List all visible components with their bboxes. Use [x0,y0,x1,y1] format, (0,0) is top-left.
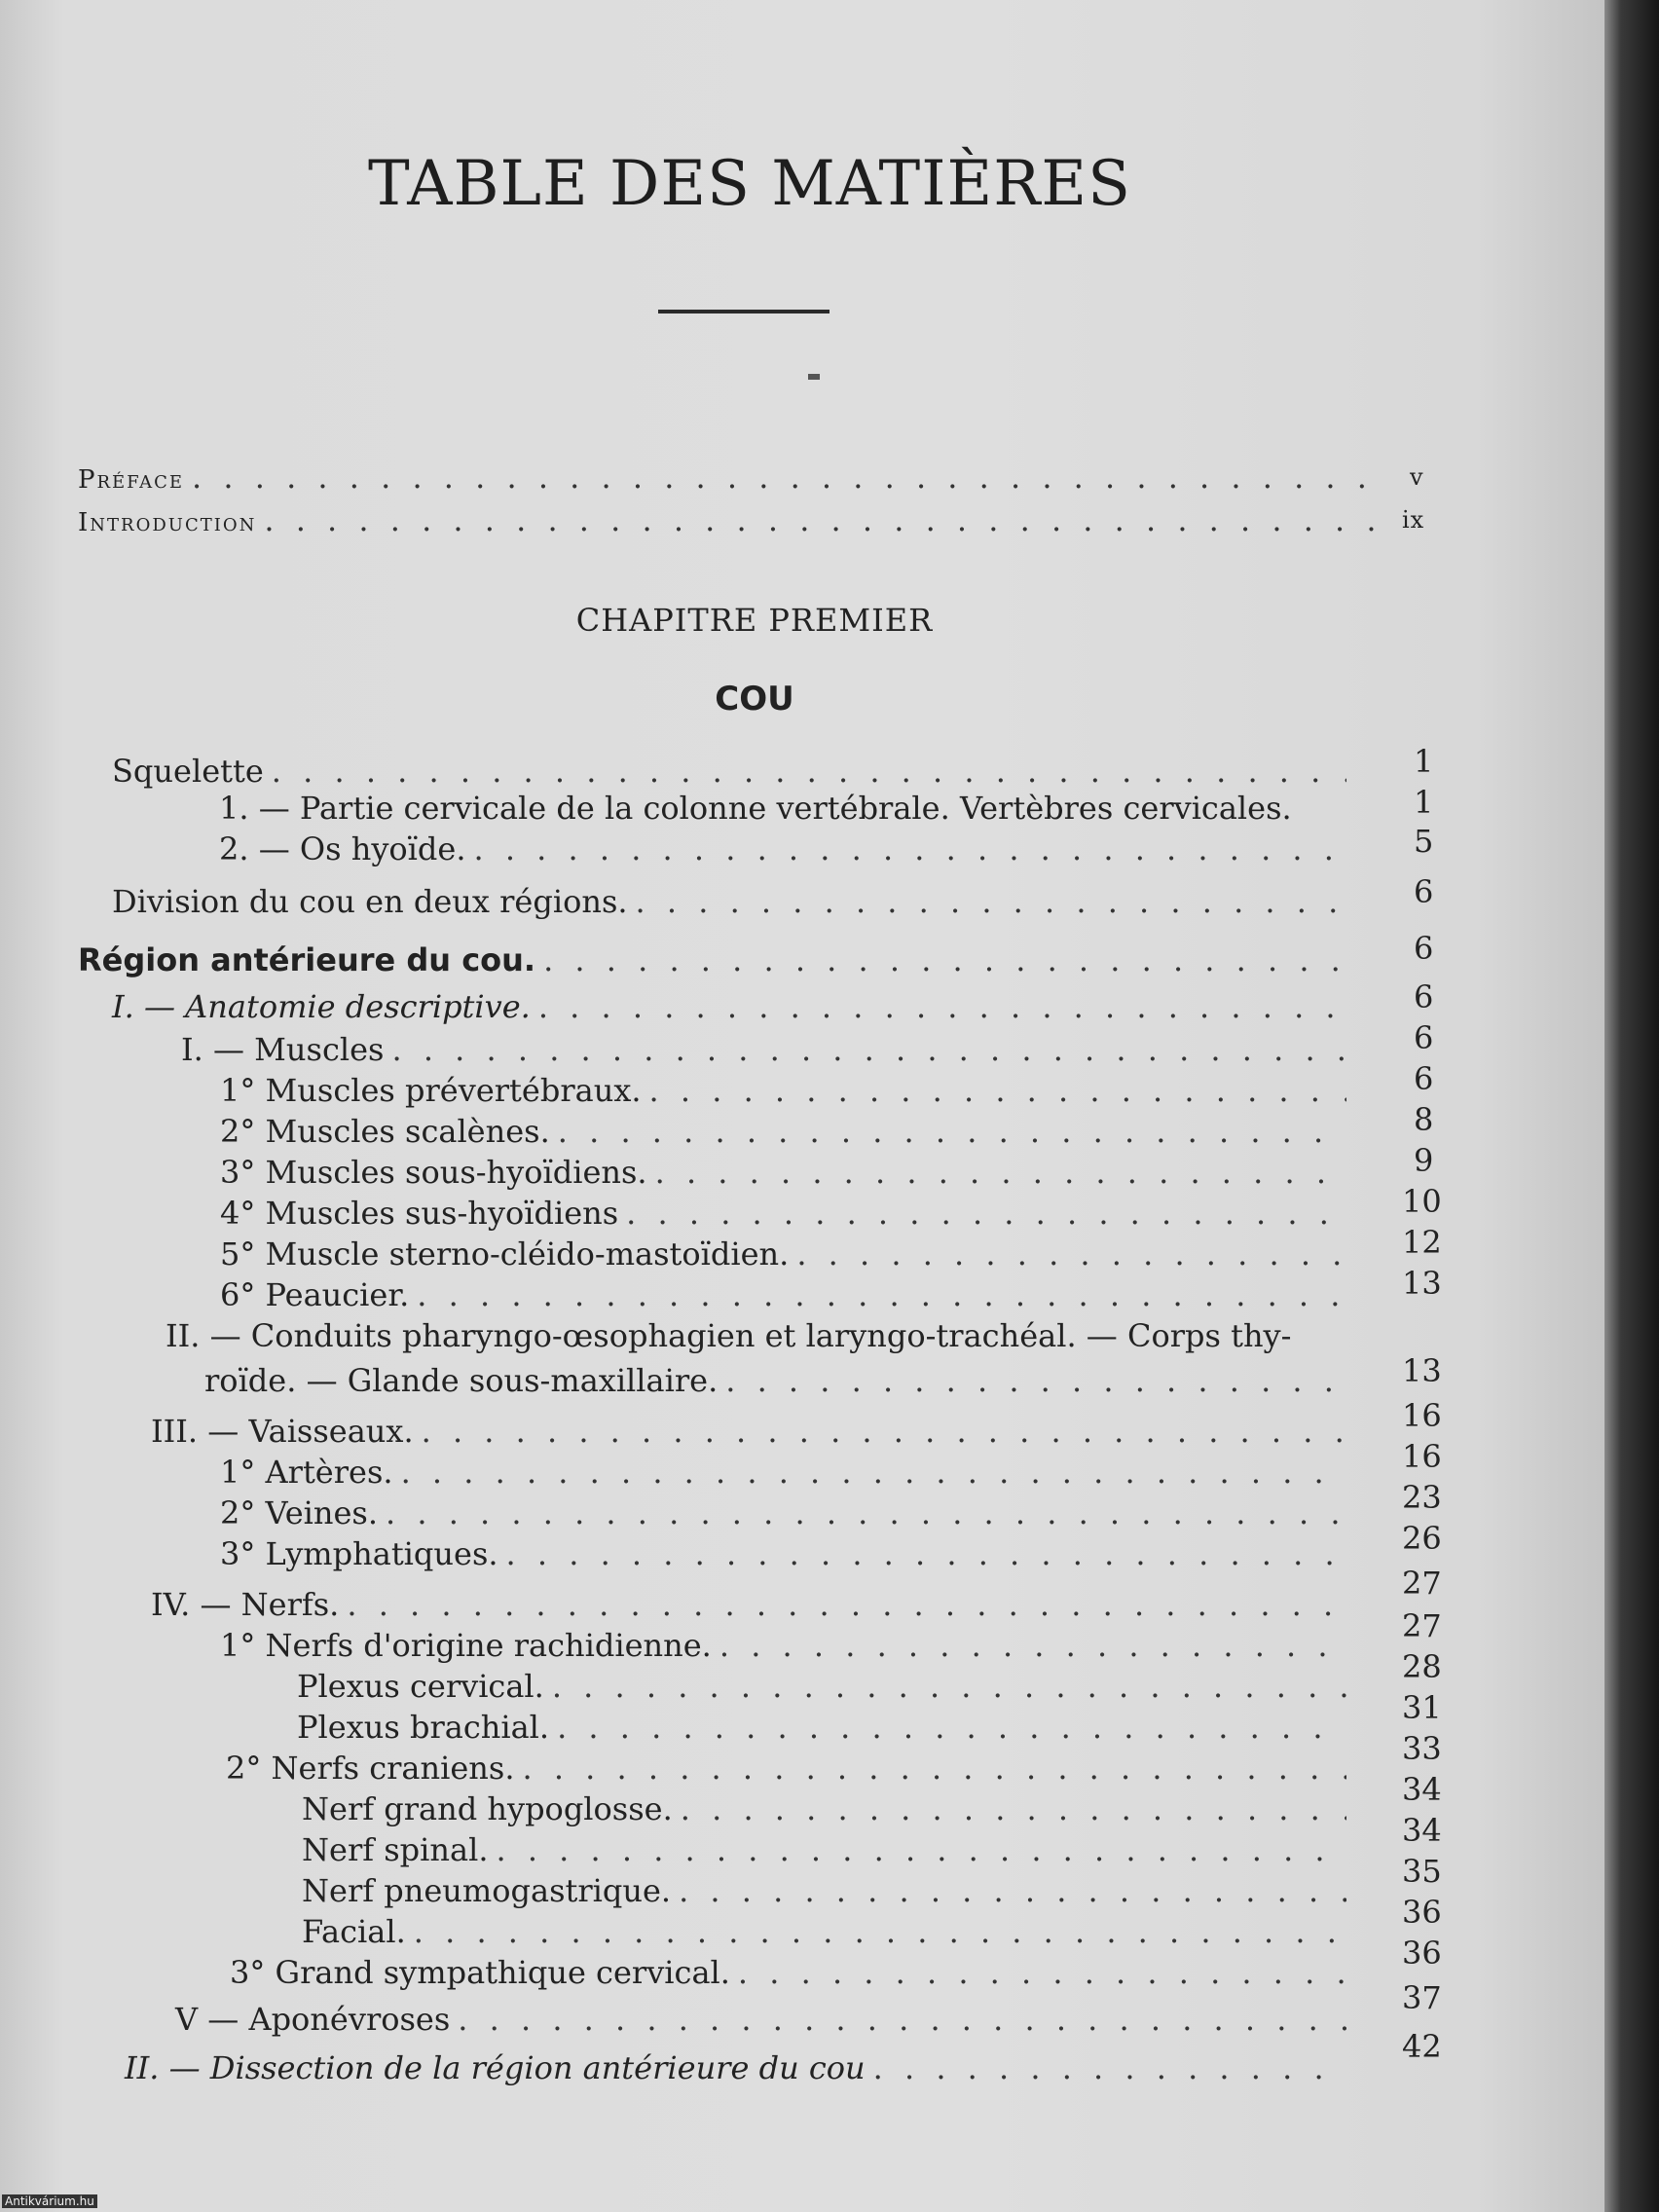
toc-entry[interactable]: II. — Dissection de la région antérieure du cou . . . [125,2048,1346,2087]
toc-page: 6 [1414,1060,1434,1097]
toc-page: 28 [1402,1648,1442,1685]
toc-page: 26 [1402,1520,1442,1557]
toc-page: 9 [1414,1142,1434,1179]
toc-page: 16 [1402,1438,1442,1475]
toc-page: 36 [1402,1894,1442,1931]
toc-page: 6 [1414,978,1434,1015]
toc-entry[interactable]: 2° Veines. . . . [220,1493,1346,1532]
book-spine [1604,0,1659,2212]
toc-page: 5 [1414,823,1434,860]
toc-page: 34 [1402,1771,1442,1808]
toc-entry[interactable]: III. — Vaisseaux. . . . [151,1412,1346,1451]
toc-entry[interactable]: Plexus brachial. . . . [297,1708,1346,1747]
toc-entry[interactable]: 4° Muscles sus-hyoïdiens . . . [220,1194,1346,1233]
toc-page: 12 [1402,1224,1442,1261]
toc-page: 13 [1402,1352,1442,1389]
toc-entry[interactable]: I. — Anatomie descriptive. . . . [112,987,1346,1026]
toc-page: 37 [1402,1979,1442,2016]
toc-entry[interactable]: 2° Muscles scalènes. . . . [220,1112,1346,1151]
toc-entry[interactable]: Nerf grand hypoglosse. . . . [302,1789,1346,1828]
toc-page: v [1410,463,1424,491]
toc-entry[interactable]: 2° Nerfs craniens. . . . [226,1749,1346,1788]
chapter-title: COU [715,680,794,719]
toc-page: 1 [1414,784,1434,821]
toc-page: 1 [1414,743,1434,780]
toc-page: 42 [1402,2028,1442,2065]
toc-entry[interactable]: I. — Muscles . . . [181,1030,1346,1069]
toc-label: Préface [78,465,185,495]
title-rule [658,310,830,313]
toc-entry[interactable]: Nerf pneumogastrique. . . . [302,1871,1346,1910]
toc-entry-preface[interactable] [78,458,1390,499]
toc-label: Introduction [78,508,257,537]
toc-page: 34 [1402,1812,1442,1849]
toc-entry[interactable]: 6° Peaucier. . . . [220,1275,1346,1314]
toc-page: 33 [1402,1730,1442,1767]
leader-dots [192,458,1390,497]
toc-entry[interactable]: Division du cou en deux régions. . . . [112,882,1346,921]
toc-entry[interactable]: Plexus cervical. . . . [297,1667,1346,1706]
toc-entry[interactable]: 3° Lymphatiques. . . . [220,1534,1346,1573]
toc-entry[interactable]: 2. — Os hyoïde. . . . [219,830,1346,868]
toc-entry[interactable]: 5° Muscle sterno-cléido-mastoïdien. . . . [220,1235,1346,1273]
toc-page: 27 [1402,1607,1442,1644]
toc-page: ix [1402,506,1425,534]
toc-entry[interactable]: 1. — Partie cervicale de la colonne vertébrale. Vertèbres cervicales. [219,790,1292,827]
toc-page: 6 [1414,930,1434,967]
toc-page: 8 [1414,1101,1434,1138]
toc-entry[interactable]: 1° Muscles prévertébraux. . . . [220,1071,1346,1110]
watermark: Antikvárium.hu [2,2194,97,2208]
toc-entry[interactable]: V — Aponévroses . . . [175,2000,1346,2039]
toc-page: 35 [1402,1853,1442,1890]
toc-page: 16 [1402,1397,1442,1434]
toc-page: 6 [1414,873,1434,910]
toc-entry[interactable]: Facial. . . . [302,1912,1346,1951]
ornament-mark [808,374,820,380]
toc-page: 13 [1402,1265,1442,1302]
toc-entry[interactable]: Nerf spinal. . . . [302,1830,1346,1869]
toc-entry[interactable]: 1° Nerfs d'origine rachidienne. . . . [220,1626,1346,1665]
toc-entry[interactable]: II. — Conduits pharyngo-œsophagien et laryngo-trachéal. — Corps thy- [166,1317,1292,1354]
leader-dots [264,500,1390,539]
toc-entry[interactable]: roïde. — Glande sous-maxillaire. . . . [204,1361,1346,1400]
toc-entry[interactable]: Région antérieure du cou. . . . [78,940,1346,979]
toc-entry-introduction[interactable] [78,500,1390,542]
toc-entry[interactable]: 1° Artères. . . . [220,1453,1346,1492]
toc-page: 6 [1414,1019,1434,1056]
toc-page: 27 [1402,1565,1442,1602]
toc-page: 10 [1402,1183,1442,1220]
page-title: TABLE DES MATIÈRES [368,148,1131,220]
toc-page: 23 [1402,1479,1442,1516]
toc-entry[interactable]: Squelette . . . [112,752,1346,791]
toc-entry[interactable]: IV. — Nerfs. . . . [151,1585,1346,1624]
chapter-heading: CHAPITRE PREMIER [575,602,934,639]
toc-page: 36 [1402,1935,1442,1972]
toc-page: 31 [1402,1689,1442,1726]
toc-entry[interactable]: 3° Grand sympathique cervical. . . . [230,1953,1346,1992]
toc-entry[interactable]: 3° Muscles sous-hyoïdiens. . . . [220,1153,1346,1192]
